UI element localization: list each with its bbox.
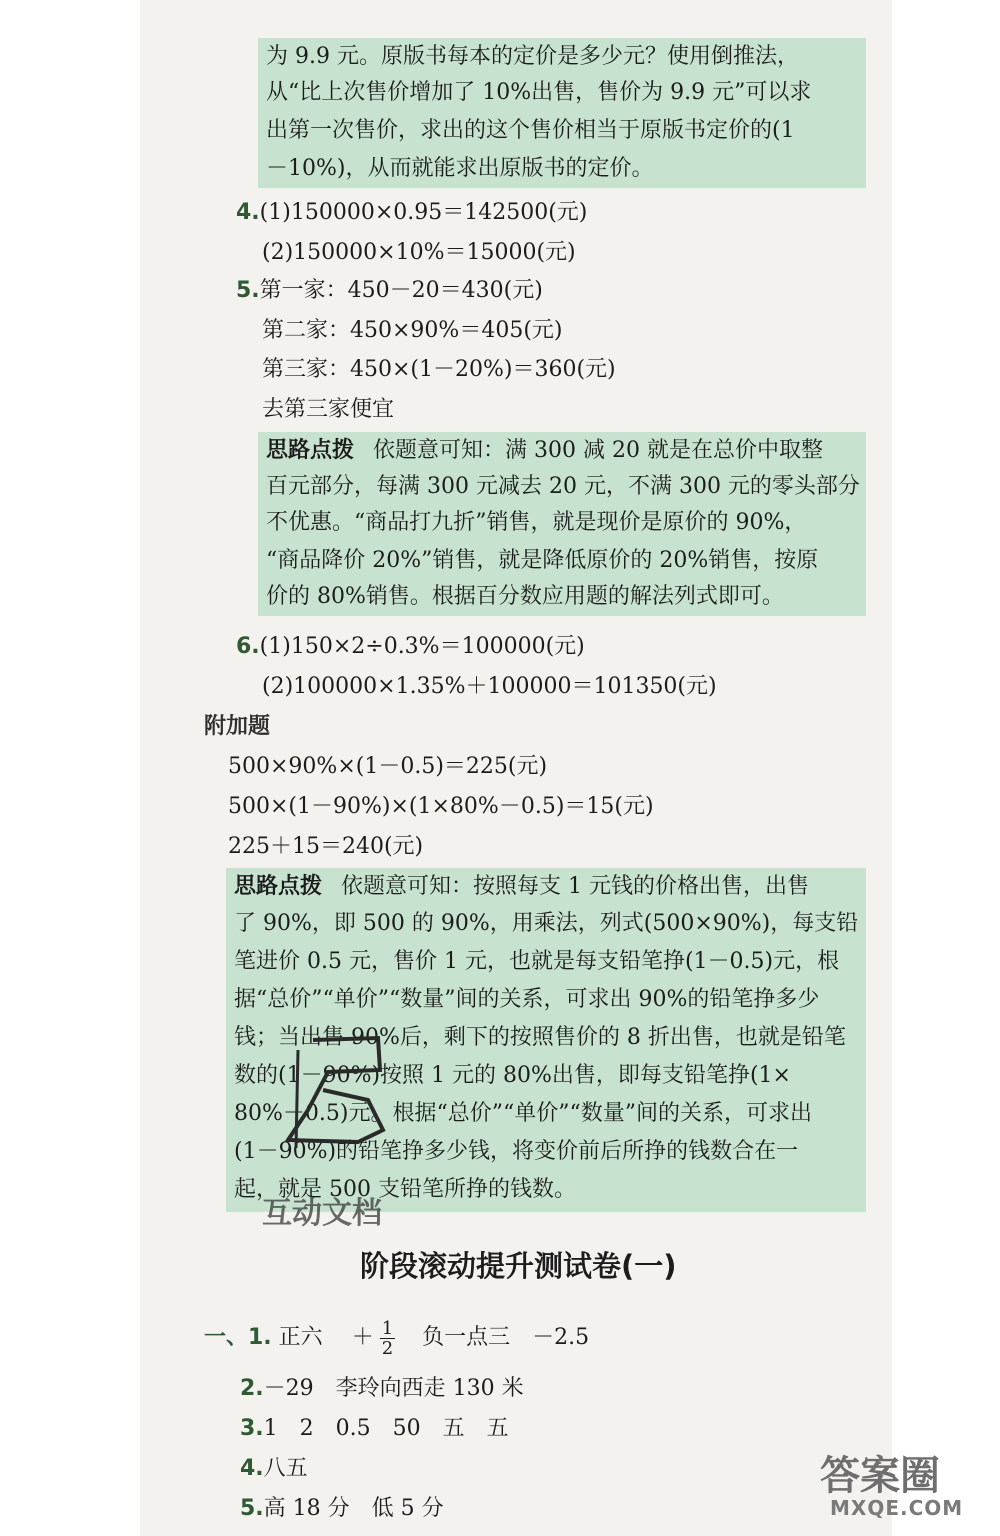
hint-line: (1－90%)的铅笔挣多少钱，将变价前后所挣的钱数合在一 — [234, 1139, 799, 1164]
watermark-text: 答案圈 — [820, 1453, 940, 1499]
hint-line: －10%)，从而就能求出原版书的定价。 — [266, 156, 654, 181]
question-number: 4. — [236, 200, 260, 225]
answer-line: 225＋15＝240(元) — [228, 834, 424, 859]
answer-5 — [240, 1494, 444, 1524]
question-number: 5. — [236, 278, 260, 303]
hint-line-1 — [266, 436, 823, 466]
question-number: 2. — [240, 1376, 264, 1401]
answer-text: 1 2 0.5 50 五 五 — [263, 1416, 509, 1441]
stamp-logo — [268, 1030, 428, 1180]
watermark-url: MXQE.COM — [830, 1496, 964, 1520]
answer-text: (1)150000×0.95＝142500(元) — [259, 200, 588, 225]
question-number: 一、1. — [204, 1325, 272, 1350]
hint-text: 依题意可知：满 300 减 20 就是在总价中取整 — [373, 438, 823, 463]
answer-text: (1)150×2÷0.3%＝100000(元) — [259, 634, 585, 659]
question-6 — [236, 632, 585, 662]
answer-text: 正六 — [278, 1325, 323, 1350]
answer-text: －29 李玲向西走 130 米 — [263, 1376, 524, 1401]
hint-line: 出第一次售价，求出的这个售价相当于原版书定价的(1 — [266, 118, 795, 143]
hint-label: 思路点拨 — [234, 874, 323, 899]
question-number: 3. — [240, 1416, 264, 1441]
answer-line: 第二家：450×90%＝405(元) — [262, 318, 563, 343]
hint-line: 百元部分，每满 300 元减去 20 元，不满 300 元的零头部分 — [266, 474, 860, 499]
hint-box-2 — [258, 432, 866, 616]
hint-line: 数的(1－90%)按照 1 元的 80%出售，即每支铅笔挣(1× — [234, 1063, 791, 1088]
answer-line: (2)150000×10%＝15000(元) — [262, 240, 576, 265]
question-4 — [236, 198, 587, 228]
hint-line: 钱；当出售 90%后，剩下的按照售价的 8 折出售，也就是铅笔 — [234, 1025, 846, 1050]
fraction — [380, 1319, 395, 1358]
answer-2 — [240, 1374, 524, 1404]
hint-text: 依题意可知：按照每支 1 元钱的价格出售，出售 — [341, 874, 810, 899]
question-number: 6. — [236, 634, 260, 659]
answer-line: 500×(1－90%)×(1×80%－0.5)＝15(元) — [228, 794, 654, 819]
hint-line: “商品降价 20%”销售，就是降低原价的 20%销售，按原 — [266, 548, 819, 573]
hint-label: 思路点拨 — [266, 438, 355, 463]
hint-line: 据“总价”“单价”“数量”间的关系，可求出 90%的铅笔挣多少 — [234, 987, 820, 1012]
question-number: 4. — [240, 1456, 264, 1481]
answer-4 — [240, 1454, 308, 1484]
answer-line: 去第三家便宜 — [262, 397, 395, 422]
hint-line: 80%－0.5)元。根据“总价”“单价”“数量”间的关系，可求出 — [234, 1101, 812, 1126]
extra-heading: 附加题 — [204, 714, 271, 739]
question-number: 5. — [240, 1496, 264, 1521]
answer-text: 高 18 分 低 5 分 — [263, 1496, 444, 1521]
fraction-denominator: 2 — [381, 1337, 394, 1359]
hint-line: 起，就是 500 支铅笔所挣的钱数。 — [234, 1177, 576, 1202]
hint-line: 笔进价 0.5 元，售价 1 元，也就是每支铅笔挣(1－0.5)元，根 — [234, 949, 840, 974]
hint-line-1 — [234, 872, 809, 902]
answer-text: 八五 — [263, 1456, 308, 1481]
hint-line: 不优惠。“商品打九折”销售，就是现价是原价的 90%， — [266, 510, 807, 535]
hint-box-1 — [258, 38, 866, 188]
hint-line: 为 9.9 元。原版书每本的定价是多少元？使用倒推法， — [266, 44, 799, 69]
stamp-text: 互动文档 — [262, 1196, 382, 1231]
answer-text: 第一家：450－20＝430(元) — [259, 278, 543, 303]
section-title: 阶段滚动提升测试卷(一) — [360, 1249, 677, 1283]
question-5 — [236, 276, 543, 306]
answer-3 — [240, 1414, 509, 1444]
hint-line: 了 90%，即 500 的 90%，用乘法，列式(500×90%)，每支铅 — [234, 911, 859, 936]
answer-line: (2)100000×1.35%＋100000＝101350(元) — [262, 674, 717, 699]
answer-line: 500×90%×(1－0.5)＝225(元) — [228, 754, 548, 779]
answer-1 — [204, 1316, 589, 1360]
answer-sign: ＋ — [351, 1325, 374, 1350]
watermark-logo — [816, 1444, 992, 1532]
answer-line: 第三家：450×(1－20%)＝360(元) — [262, 357, 616, 382]
answer-text: 负一点三 －2.5 — [422, 1325, 590, 1350]
hint-line: 从“比上次售价增加了 10%出售，售价为 9.9 元”可以求 — [266, 80, 812, 105]
fraction-numerator: 1 — [381, 1317, 394, 1339]
hint-line: 价的 80%销售。根据百分数应用题的解法列式即可。 — [266, 584, 784, 609]
